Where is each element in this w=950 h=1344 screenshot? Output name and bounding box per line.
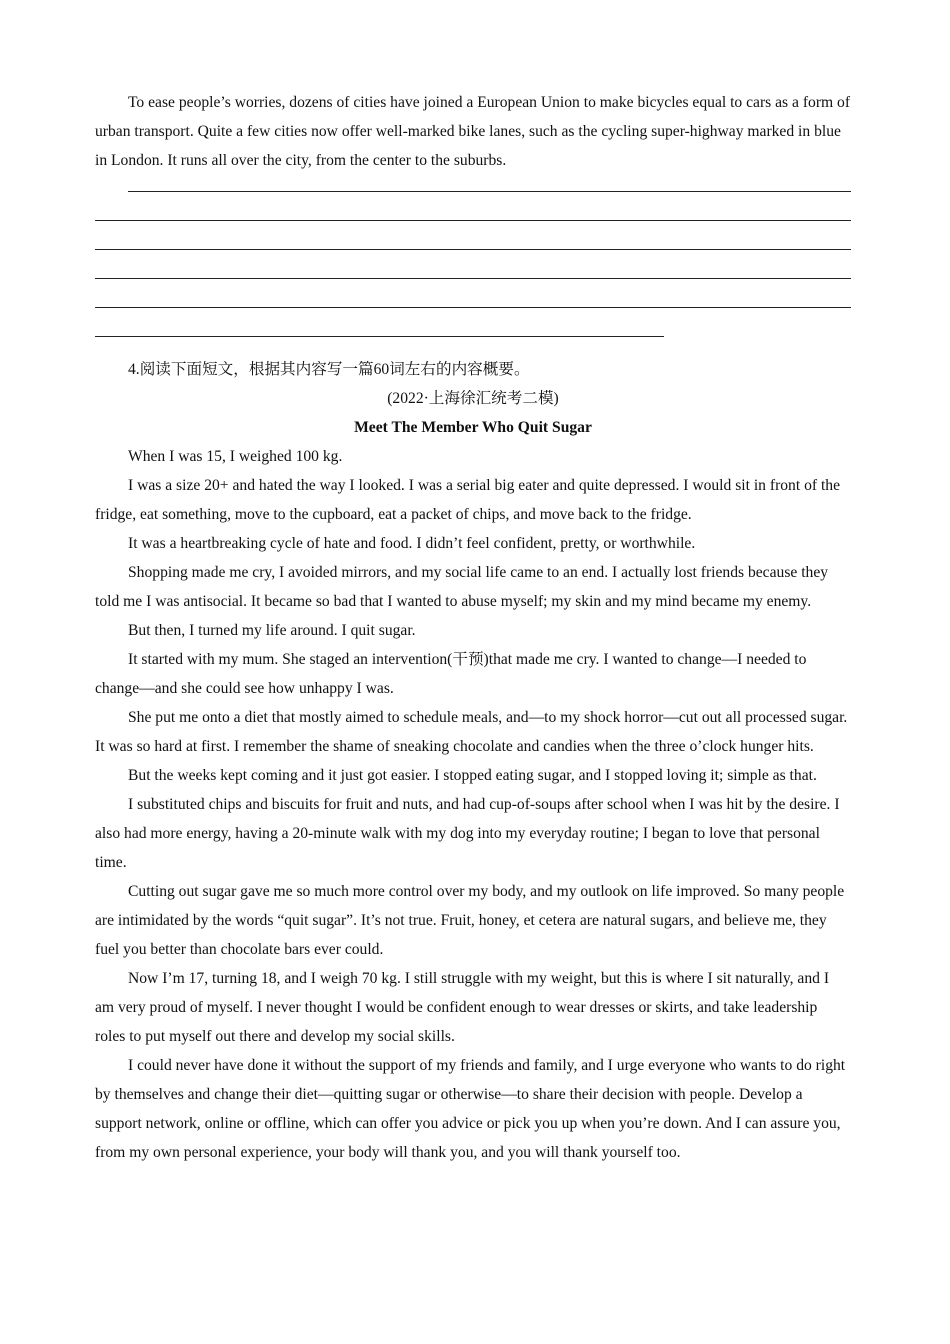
previous-passage-paragraph: To ease people’s worries, dozens of cities have joined a European Union to make bicycles equal to cars as a form of urban transport. Quite a few cities now offer well-marked bike lanes, such as the cycling super-highway marked in blue in London. It runs all over the city, from the center to the suburbs. bbox=[95, 94, 851, 169]
article-paragraph-12: I could never have done it without the support of my friends and family, and I urge everyone who wants to do right by themselves and change their diet—quitting sugar or otherwise—to share their decision with people. Develop a support network, online or offline, which can offer you advice or pick you up when you’re down. And I can assure you, from my own personal experience, your body will thank you, and you will thank yourself too. bbox=[95, 1057, 846, 1161]
article-paragraph-8: But the weeks kept coming and it just got easier. I stopped eating sugar, and I stopped loving it; simple as that. bbox=[128, 767, 817, 784]
answer-line-6 bbox=[95, 336, 664, 337]
article-paragraph-6: It started with my mum. She staged an intervention(干预)that made me cry. I wanted to change—I needed to change—and she could see how unhappy I was. bbox=[95, 651, 807, 697]
article-paragraph-5: But then, I turned my life around. I quit sugar. bbox=[128, 622, 416, 639]
answer-writing-lines bbox=[95, 181, 851, 355]
document-content bbox=[95, 88, 851, 1167]
article-paragraph-4: Shopping made me cry, I avoided mirrors, and my social life came to an end. I actually lost friends because they told me I was antisocial. It became so bad that I wanted to abuse myself; my skin and my mind became my enemy. bbox=[95, 564, 829, 610]
answer-line-4 bbox=[95, 278, 851, 279]
answer-line-3 bbox=[95, 249, 851, 250]
article-paragraph-7: She put me onto a diet that mostly aimed to schedule meals, and—to my shock horror—cut out all processed sugar. It was so hard at first. I remember the shame of sneaking chocolate and candies when the three o’clock hunger hits. bbox=[95, 709, 848, 755]
article-paragraph-2: I was a size 20+ and hated the way I looked. I was a serial big eater and quite depressed. I would sit in front of the fridge, eat something, move to the cupboard, eat a packet of chips, and move back to the fridge. bbox=[95, 477, 841, 523]
question-prompt: 4.阅读下面短文，根据其内容写一篇60词左右的内容概要。 bbox=[128, 361, 530, 378]
article-title: Meet The Member Who Quit Sugar bbox=[354, 419, 592, 436]
article-paragraph-9: I substituted chips and biscuits for fruit and nuts, and had cup-of-soups after school when I was hit by the desire. I also had more energy, having a 20-minute walk with my dog into my everyday routine; I began to love that personal time. bbox=[95, 796, 840, 871]
answer-line-5 bbox=[95, 307, 851, 308]
answer-line-2 bbox=[95, 220, 851, 221]
article-paragraph-10: Cutting out sugar gave me so much more control over my body, and my outlook on life improved. So many people are intimidated by the words “quit sugar”. It’s not true. Fruit, honey, et cetera are natural sugars, and believe me, they fuel you better than chocolate bars ever could. bbox=[95, 883, 845, 958]
article-paragraph-3: It was a heartbreaking cycle of hate and food. I didn’t feel confident, pretty, or worthwhile. bbox=[128, 535, 696, 552]
article-paragraph-11: Now I’m 17, turning 18, and I weigh 70 kg. I still struggle with my weight, but this is where I sit naturally, and I am very proud of myself. I never thought I would be confident enough to wear dresses or skirts, and take leadership roles to put myself out there and develop my social skills. bbox=[95, 970, 830, 1045]
article-paragraph-1: When I was 15, I weighed 100 kg. bbox=[128, 448, 343, 465]
question-source: (2022·上海徐汇统考二模) bbox=[387, 390, 559, 407]
answer-line-1 bbox=[128, 191, 851, 192]
